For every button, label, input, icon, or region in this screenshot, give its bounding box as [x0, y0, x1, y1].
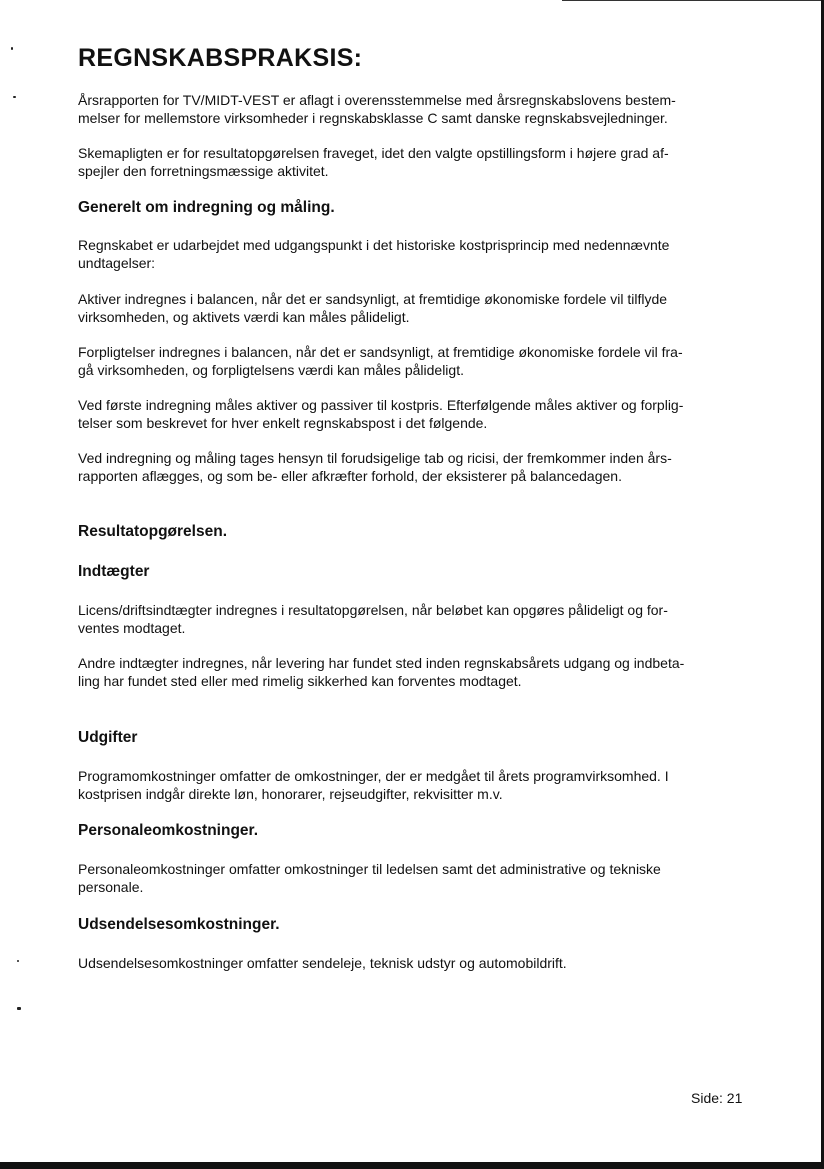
indtaegter-paragraph-1: Licens/driftsindtægter indregnes i resultatopgørelsen, når beløbet kan opgøres pålideligt og for- ventes modtaget.	[78, 602, 668, 636]
indtaegter-paragraph-2: Andre indtægter indregnes, når levering har fundet sted inden regnskabsårets udgang og indbeta- ling har fundet sted eller med rimelig sikkerhed kan forventes modtaget.	[78, 655, 685, 689]
intro-paragraph-2: Skemapligten er for resultatopgørelsen fraveget, idet den valgte opstillingsform i højere grad af- spejler den forretningsmæssige aktivitet.	[78, 145, 669, 179]
section-heading-resultat: Resultatopgørelsen.	[78, 523, 227, 540]
page-title: REGNSKABSPRAKSIS:	[78, 44, 363, 72]
generelt-paragraph-4: Ved første indregning måles aktiver og passiver til kostpris. Efterfølgende måles aktiver og forplig- telser som beskrevet for hver enkelt regnskabspost i det følgende.	[78, 397, 684, 431]
scan-speck	[17, 960, 19, 962]
scan-speck	[13, 96, 16, 98]
generelt-paragraph-5: Ved indregning og måling tages hensyn til forudsigelige tab og ricisi, der fremkommer inden års- rapporten aflægges, og som be- eller afkræfter forhold, der eksisterer på balancedagen.	[78, 450, 672, 484]
generelt-paragraph-3: Forpligtelser indregnes i balancen, når det er sandsynligt, at fremtidige økonomiske fordele vil fra- gå virksomheden, og forpligtelsens værdi kan måles pålideligt.	[78, 344, 683, 378]
scan-edge-top	[562, 0, 824, 1]
section-heading-personale: Personaleomkostninger.	[78, 822, 259, 839]
generelt-paragraph-1: Regnskabet er udarbejdet med udgangspunkt i det historiske kostprisprincip med nedennævnte undtagelser:	[78, 237, 670, 271]
personale-paragraph-1: Personaleomkostninger omfatter omkostninger til ledelsen samt det administrative og tekniske personale.	[78, 861, 661, 895]
scan-edge-bottom	[0, 1162, 824, 1169]
section-heading-generelt: Generelt om indregning og måling.	[78, 199, 335, 216]
scan-speck	[17, 1007, 21, 1010]
section-heading-udsendelse: Udsendelsesomkostninger.	[78, 916, 280, 933]
section-heading-udgifter: Udgifter	[78, 729, 138, 746]
udgifter-paragraph-1: Programomkostninger omfatter de omkostninger, der er medgået til årets programvirksomhed. I kostprisen indgår direkte løn, honorarer, rejseudgifter, rekvisitter m.v.	[78, 768, 669, 802]
udsendelse-paragraph-1: Udsendelsesomkostninger omfatter sendeleje, teknisk udstyr og automobildrift.	[78, 955, 567, 971]
page-number: Side: 21	[691, 1090, 743, 1106]
section-heading-indtaegter: Indtægter	[78, 563, 150, 580]
scan-speck	[11, 47, 13, 50]
intro-paragraph-1: Årsrapporten for TV/MIDT-VEST er aflagt i overensstemmelse med årsregnskabslovens bestem- melser for mellemstore virksomheder i regnskabsklasse C samt danske regnskabsvejledninger.	[78, 92, 676, 126]
generelt-paragraph-2: Aktiver indregnes i balancen, når det er sandsynligt, at fremtidige økonomiske fordele vil tilflyde virksomheden, og aktivets værdi kan måles pålideligt.	[78, 291, 668, 325]
